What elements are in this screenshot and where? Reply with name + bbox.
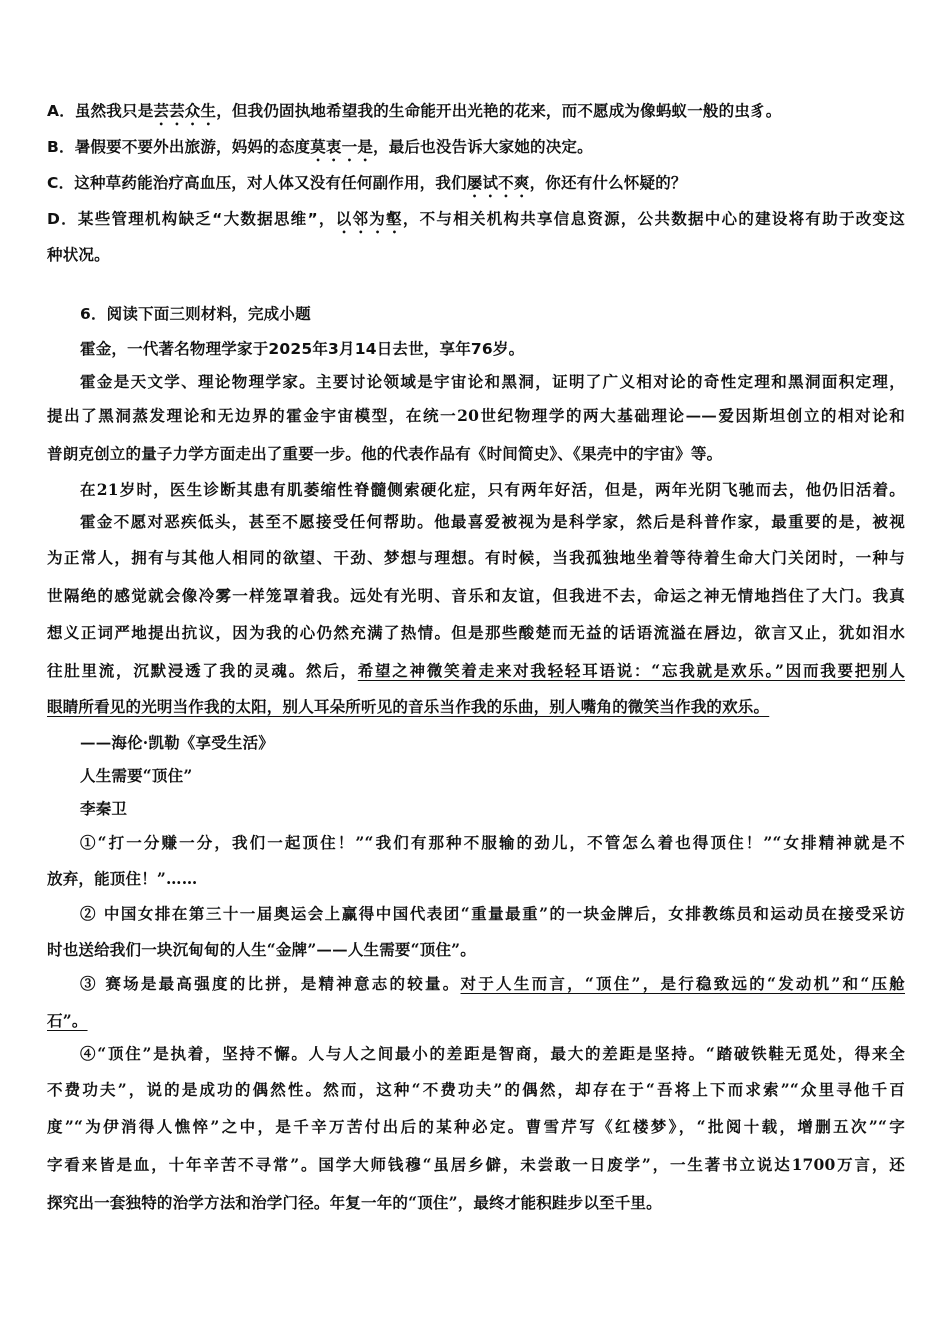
material-2-line: 想义正词严地提出抗议，因为我的心仍然充满了热情。但是那些酸楚而无益的话语流溢在唇边，欲言又止，犹如泪水 — [47, 623, 905, 642]
material-1-line: 霍金，一代著名物理学家于2025年3月14日去世，享年76岁。 — [80, 340, 525, 358]
option-d: D．某些管理机构缺乏“大数据思维”，以邻为壑，不与相关机构共享信息资源，公共数据中心的建设将有助于改变这 — [47, 210, 905, 228]
material-2-line: 往肚里流，沉默浸透了我的灵魂。然后，希望之神微笑着走来对我轻轻耳语说：“忘我就是欢乐。”因而我要把别人 — [47, 661, 905, 680]
option-a-idiom: 芸芸众生 — [153, 102, 217, 120]
option-c: C．这种草药能治疗高血压，对人体又没有任何副作用，我们屡试不爽，你还有什么怀疑的？ — [47, 174, 687, 192]
underlined-sentence: 希望之神微笑着走来对我轻轻耳语说：“忘我就是欢乐。”因而我要把别人 — [357, 661, 905, 680]
material-2-source: ——海伦·凯勒《享受生活》 — [80, 733, 274, 752]
material-3-paragraph-4: 探究出一套独特的治学方法和治学门径。年复一年的“顶住”，最终才能积跬步以至千里。 — [47, 1193, 662, 1212]
material-2-line — [47, 695, 905, 719]
material-3-author: 李秦卫 — [80, 799, 128, 818]
material-3-paragraph-4: ④“顶住”是执着，坚持不懈。人与人之间最小的差距是智商，最大的差距是坚持。“踏破铁鞋无觅处，得来全 — [80, 1044, 905, 1063]
underlined-sentence: 石”。 — [47, 1011, 88, 1030]
material-3-paragraph-1: 放弃，能顶住！”…… — [47, 869, 198, 888]
underlined-sentence: 对于人生而言，“顶住”，是行稳致远的“发动机”和“压舱 — [460, 974, 905, 993]
material-1-line: 霍金是天文学、理论物理学家。主要讨论领域是宇宙论和黑洞，证明了广义相对论的奇性定理和黑洞面积定理， — [80, 372, 905, 391]
material-2-line: 霍金不愿对恶疾低头，甚至不愿接受任何帮助。他最喜爱被视为是科学家，然后是科普作家，最重要的是，被视 — [80, 512, 905, 531]
question-6-title: 6．阅读下面三则材料，完成小题 — [80, 305, 311, 323]
material-2-line: 为正常人，拥有与其他人相同的欲望、干劲、梦想与理想。有时候，当我孤独地坐着等待着生命大门关闭时，一种与 — [47, 548, 905, 567]
underlined-sentence: 眼睛所看见的光明当作我的太阳，别人耳朵所听见的音乐当作我的乐曲，别人嘴角的微笑当作我的欢乐。 — [47, 697, 770, 716]
material-3-paragraph-2: ② 中国女排在第三十一届奥运会上赢得中国代表团“重量最重”的一块金牌后，女排教练员和运动员在接受采访 — [80, 904, 905, 923]
material-3-paragraph-2: 时也送给我们一块沉甸甸的人生“金牌”——人生需要“顶住”。 — [47, 940, 476, 959]
option-c-idiom: 屡试不爽 — [466, 174, 530, 192]
material-1-line: 在21岁时，医生诊断其患有肌萎缩性脊髓侧索硬化症，只有两年好活，但是，两年光阴飞驰而去，他仍旧活着。 — [80, 480, 905, 499]
material-1-line: 提出了黑洞蒸发理论和无边界的霍金宇宙模型，在统一20世纪物理学的两大基础理论——爱因斯坦创立的相对论和 — [47, 406, 905, 425]
material-3-paragraph-4: 度”“为伊消得人憔悴”之中，是千辛万苦付出后的某种必定。曹雪芹写《红楼梦》，“批阅十载，增删五次”“字 — [47, 1117, 905, 1136]
material-3-paragraph-4: 不费功夫”，说的是成功的偶然性。然而，这种“不费功夫”的偶然，却存在于“吾将上下而求索”“众里寻他千百 — [47, 1080, 905, 1099]
option-d-continued: 种状况。 — [47, 246, 110, 264]
option-b: B．暑假要不要外出旅游，妈妈的态度莫衷一是，最后也没告诉大家她的决定。 — [47, 138, 593, 156]
material-3-paragraph-4: 字看来皆是血，十年辛苦不寻常”。国学大师钱穆“虽居乡僻，未尝敢一日废学”，一生著书立说达1700万言，还 — [47, 1155, 905, 1174]
option-a: A．虽然我只是芸芸众生，但我仍固执地希望我的生命能开出光艳的花来，而不愿成为像蚂蚁一般的虫豸。 — [47, 102, 782, 120]
material-3-paragraph-1: ①“打一分赚一分，我们一起顶住！”“我们有那种不服输的劲儿，不管怎么着也得顶住！”“女排精神就是不 — [80, 833, 905, 852]
material-3-title: 人生需要“顶住” — [80, 766, 193, 785]
material-3-paragraph-3 — [47, 1009, 905, 1033]
material-1-line: 普朗克创立的量子力学方面走出了重要一步。他的代表作品有《时间简史》、《果壳中的宇宙》等。 — [47, 444, 723, 463]
option-d-idiom: 以邻为壑 — [335, 210, 403, 228]
material-3-paragraph-3: ③ 赛场是最高强度的比拼，是精神意志的较量。对于人生而言，“顶住”，是行稳致远的“发动机”和“压舱 — [80, 974, 905, 993]
option-b-idiom: 莫衷一是 — [310, 138, 374, 156]
material-2-line: 世隔绝的感觉就会像冷雾一样笼罩着我。远处有光明、音乐和友谊，但我进不去，命运之神无情地挡住了大门。我真 — [47, 586, 905, 605]
